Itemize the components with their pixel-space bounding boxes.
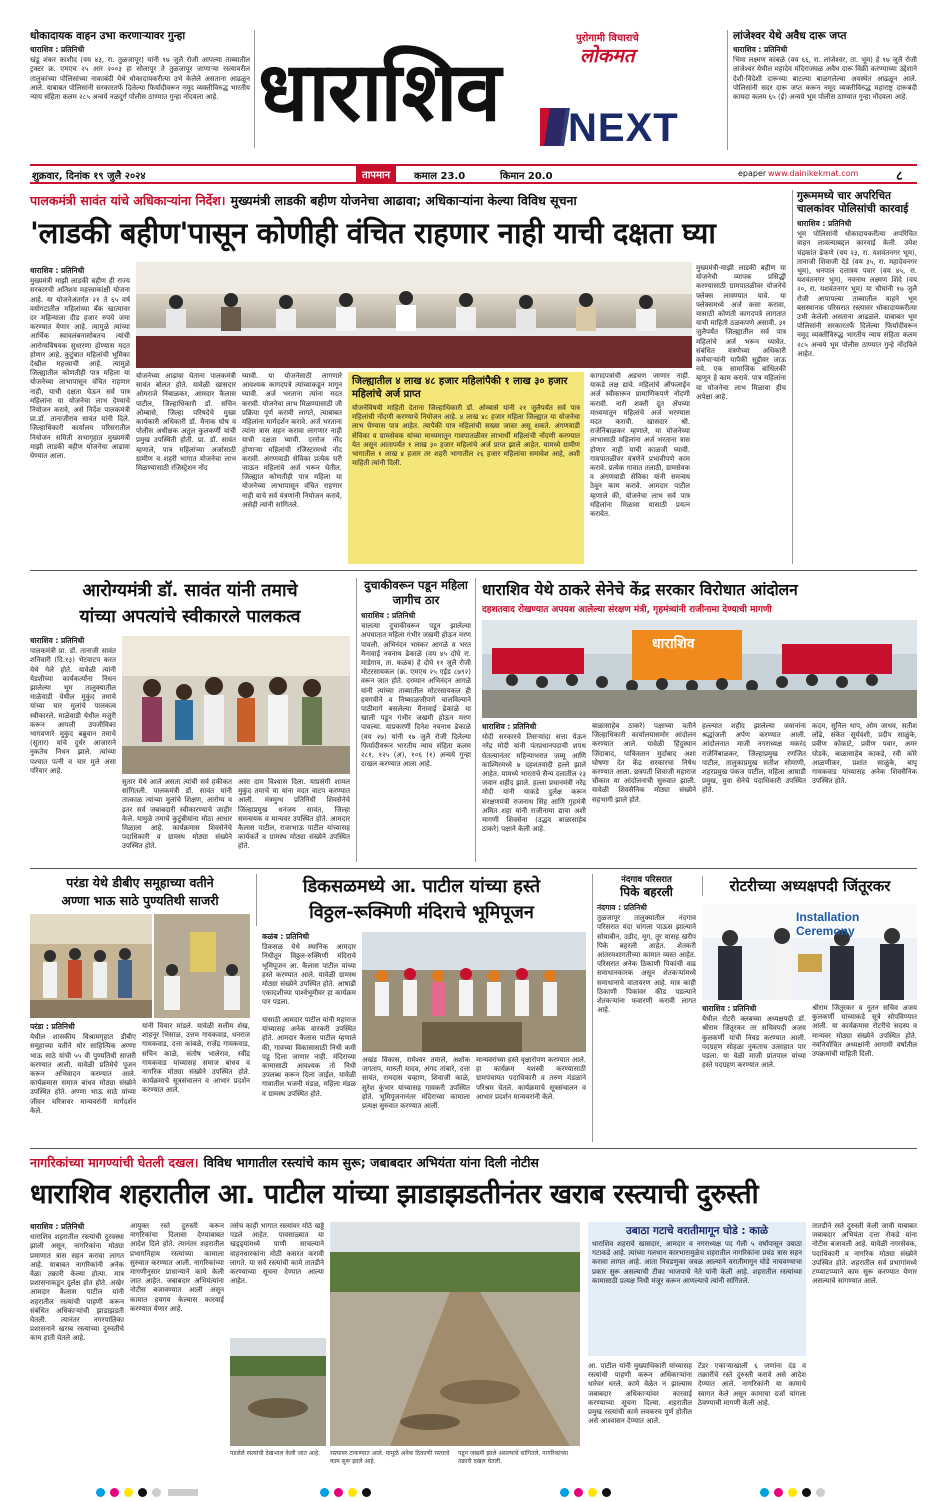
diksal-col4: मान्यवरांच्या हस्ते वृक्षारोपण करण्यात आले. हा कार्यक्रम यशस्वी करण्यासाठी ग्रामपंचायत पदाधिकारी व तरुण मंडळाने परिश्रम घेतले. कार्यक्रमाचे सूत्रसंचालन व आभार प्रदर्शन मान्यवरांनी केले. bbox=[476, 1056, 586, 1101]
bottom-col8: तातडीने रस्ते दुरुस्ती केली जावी याबाबत जबाबदार अभियंता दत्ता रोकडे यांना नोटीस बजावली आहे. यावेळी नगरसेवक, पदाधिकारी व नागरिक मोठ्या संख्येने उपस्थित होते. शहरातील सर्व प्रभागांमध्ये टप्प्याटप्प्याने काम सुरू करण्यात येणार असल्याचे सांगण्यात आले. bbox=[812, 1222, 917, 1286]
nandgaon-story bbox=[592, 874, 696, 1142]
ear-right bbox=[727, 30, 917, 150]
lead-col1: धाराशिव : प्रतिनिधी मुख्यमंत्री माझी लाडकी बहीण ही राज्य सरकारची अतिशय महत्त्वाकांक्षी योजना आहे. या योजनेअंतर्गत २१ ते ६५ वर्ष वयोगटातील महिलांच्या बँक खात्यावर दर महिन्याला दीड हजार रुपये जमा करण्यात येणार आहे. त्यामुळे त्यांच्या आर्थिक स्वावलंबनासोबतच त्यांची आरोग्यविषयक सुधारणा होण्यास मदत होणार आहे. कुटुंबात महिलांची भूमिका देखील महत्त्वाची आहे. त्यामुळे जिल्ह्यातील कोणतीही पात्र महिला या योजनेच्या लाभापासून वंचित राहणार नाही, याची दक्षता घेऊन सर्व पात्र महिलांना या योजनेचा लाभ देण्याचे नियोजन करावे, असे निर्देश पालकमंत्री प्रा.डॉ. तानाजीराव सावंत यांनी दिले. जिल्हाधिकारी कार्यालय परिसरातील नियोजन समिती सभागृहात मुख्यमंत्री माझी लाडकी बहीण योजनेचा आढावा घेण्यात आला. bbox=[30, 266, 130, 461]
lead-col5: कागदपत्रांची अडचण जाणार नाही. याकडे लक्ष द्यावे. महिलांचे ऑफलाईन अर्ज स्वीकारून प्रामाणिकपणे नोंदणी करावी. नारी शक्ती दूत ॲपच्या माध्यमातून महिलांचे अर्ज भरण्यास मदत करावी. खासदार श्री. राजेनिंबाळकर म्हणाले, या योजनेच्या लाभासाठी महिलांना अर्ज भरताना त्रास होणार नाही याची काळजी घ्यावी. गावपातळीवर यंत्रणेने प्रभावीपणे काम करावे. प्रत्येक गावात तलाठी, ग्रामसेवक व अंगणवाडी सेविका यांनी समन्वय ठेवून काम करावे. आमदार पाटील म्हणाले की, योजनेचा लाभ सर्व पात्र महिलांना मिळावा यासाठी प्रयत्न करावेत. bbox=[590, 372, 690, 519]
bottom-highlight-body: धाराशिव शहराचे खासदार, आमदार व नगराध्यक्ष पद गेली ५ वर्षांपासून उबाठा गटाकडे आहे. त्यांच्या गलथान कारभारामुळेच शहरातील नागरिकांना प्रचंड त्रास सहन करावा लागत आहे. आता निवडणुका जवळ आल्याने वरातीमागून घोडे नाचवण्याचा प्रकार सुरू असल्याची टीका भाजपाचे नेते यांनी केली आहे. शहरातील रस्त्यांच्या कामासाठी प्रत्यक्ष निधी मंजूर करून आणल्याचे त्यांनी सांगितले. bbox=[592, 1240, 802, 1285]
issue-date: शुक्रवार, दिनांक १९ जुलै २०२४ bbox=[32, 171, 146, 182]
sidebar-title: गुरूममध्ये चार अपरिचित चालकांवर पोलिसांची कारवाई bbox=[797, 190, 909, 215]
nandgaon-kicker: नंदगाव परिसरात bbox=[621, 875, 672, 885]
bottom-highlight-title: उबाठा गटाचे वरातीमागून घोडे : काळे bbox=[626, 1225, 768, 1237]
masthead bbox=[258, 28, 722, 156]
divider bbox=[30, 1148, 917, 1149]
sidebar-body: धाराशिव : प्रतिनिधी भूम पोलिसांनी धोकादायकरीत्या अपरिचित वाहन लावल्याबद्दल कारवाई केली. उमेश चंद्रकांत ढेकणे (वय २३, रा. यशवंतनगर भूम), तानाजी शिवाजी देडे (वय ३५, रा. महादेवनगर भूम), धनपाल दत्तात्रय पवार (वय ४५, रा. यशवंतनगर भूम), नवनाथ लक्ष्मण शिंदे (वय २०, रा. यशवंतनगर भूम) या चौघांनी १७ जुलै रोजी आपापल्या ताब्यातील वाहने भूम बसस्थानक परिसरात रस्त्यावर धोकादायकरीत्या उभी केलेली असताना आढळले. याबाबत भूम पोलिसांनी सरकारतर्फे दिलेल्या फिर्यादीवरून नमूद व्यक्तींविरुद्ध भारतीय न्याय संहिता कलम २८५ अन्वये भूम पोलीस ठाण्यात गुन्हे नोंदविले आहेत. bbox=[797, 219, 917, 358]
ear-left-title: धोकादायक वाहन उभा करणाऱ्यावर गुन्हा bbox=[30, 30, 186, 42]
bottom-highlight-box bbox=[588, 1222, 806, 1356]
protest-photo bbox=[482, 620, 917, 718]
bottom-kicker bbox=[30, 1152, 917, 1172]
road-photo-1 bbox=[330, 1222, 580, 1446]
masthead-tagline: पुरोगामी विचाराचे bbox=[576, 33, 639, 44]
diksal-photo bbox=[362, 932, 586, 1052]
masthead-brand: लोकमत bbox=[580, 45, 635, 67]
bottom-col3: तसेच काही भागात रस्त्यांवर मोठे खड्डे पडले आहेत. पावसाळ्यात या खड्ड्यांमध्ये पाणी साचल्याने वाहनधारकांना मोठी कसरत करावी लागते. या सर्व रस्त्यांची कामे तातडीने करण्याच्या सूचना देण्यात आल्या आहेत. bbox=[230, 1222, 324, 1286]
story-adoption-col1: धाराशिव : प्रतिनिधी पालकमंत्री प्रा. डॉ. तानाजी सावंत शनिवारी (दि.१३) भेटवाटप करत येथे गेले होते. यावेळी त्यांनी येडशीच्या कार्यकर्त्यांना निधन झालेल्या भूम तालुक्यातील माळेवाडी येथील मुकुंद तमाचे यांच्या चार मुलांचे पालकत्व स्वीकारले. माळेवाडी येथील मजुरी करून आपली उपजीविका भागवणारे मुकुंद बब्रुवान तमाचे (सुतार) यांचे दुर्धर आजाराने नुकतेच निधन झाले. त्यांच्या पश्चात पत्नी व चार मुले असा परिवार आहे. bbox=[30, 636, 116, 775]
lead-highlight-body: योजनेविषयी माहिती देताना जिल्हाधिकारी डॉ. ओम्बासे यांनी २१ जुलैपर्यंत सर्व पात्र महिलांची नोंदणी करण्याचे नियोजन आहे. ४ लाख ४८ हजार महिला जिल्ह्यात या योजनेचा लाभ घेण्यास पात्र आहेत. त्यापैकी पात्र महिलांची सख्या जास्त असू शकते. अंगणवाडी सेविका व ग्रामसेवक यांच्या माध्यमातून गावपातळीवर लाभार्थी महिलांची नोंदणी करण्यात येत असून आतापर्यंत १ लाख ३० हजार महिलांचे अर्ज प्राप्त झाले आहेत. यामध्ये ग्रामीण भागातील १ लाख ४ हजार तर शहरी भागातील २६ हजार महिलांचा समावेश आहे, अशी माहिती त्यांनी दिली. bbox=[352, 404, 580, 468]
paranda-title: परंडा येथे डीबीए समूहाच्या वतीने अण्णा भाऊ साठे पुण्यतिथी साजरी bbox=[61, 875, 219, 908]
lead-kicker-red: पालकमंत्री सावंत यांचे अधिकाऱ्यांना निर्देश। bbox=[30, 193, 226, 208]
bottom-col6: आ. पाटील यांनी मुख्याधिकारी यांच्यासह रस्त्यांची पाहणी करून अधिकाऱ्यांना धारेवर धरले. कामे वेळेत न झाल्यास जबाबदार अधिकाऱ्यांवर कारवाई करण्याच्या सूचना दिल्या. शहरातील प्रमुख रस्त्यांची कामे लवकरच पूर्ण होतील असे आश्वासन देण्यात आले. bbox=[588, 1362, 692, 1426]
rotary-banner: Installation Ceremony bbox=[796, 910, 860, 938]
paranda-col2: यांनी विचार मांडले. यावेळी सलीम शेख, शाहनूर भिसाळ, उत्तम गायकवाड, धनराज गायकवाड, दत्ता कांबळे, राजेंद्र गायकवाड, सचिन काळे, संतोष भालेराव, रवींद्र गायकवाड यांच्यासह समाज बांधव व नागरिक मोठ्या संख्येने उपस्थित होते. कार्यक्रमाचे सूत्रसंचालन व आभार प्रदर्शन करण्यात आले. bbox=[142, 1022, 250, 1095]
nandgaon-body: नंदगाव : प्रतिनिधी तुळजापूर तालुक्यातील नंदगाव परिसरात यंदा चांगला पाऊस झाल्याने सोयाबीन, उडीद, मूग, तूर यासह खरीप पिके बहरली आहेत. शेतकरी आंतरमशागतीच्या कामात व्यस्त आहेत. परिसरात अनेक ठिकाणी पिकांची वाढ समाधानकारक असून शेतकऱ्यांमध्ये समाधानाचे वातावरण आहे. मात्र काही ठिकाणी पिकांवर कीड पडल्याने शेतकऱ्यांना फवारणी करावी लागत आहे. bbox=[597, 903, 696, 1015]
adoption-photo bbox=[122, 636, 350, 774]
paranda-photo-2 bbox=[154, 914, 250, 1018]
bottom-col2: आयुक्त रस्ते दुरुस्ती करून नागरिकांचा दिलासा देण्याबाबत आदेश दिले होते. त्यानंतर शहरातील प्रभागनिहाय रस्त्यांच्या कामाला सुरुवात करण्यात आली. नागरिकांच्या मागणीनुसार प्राधान्याने कामे केली जात आहेत. जबाबदार अभियंत्यांना नोटीस बजावण्यात आली असून कामात हयगय केल्यास कारवाई करण्यात येणार आहे. bbox=[130, 1222, 224, 1313]
bottom-headline: धाराशिव शहरातील आ. पाटील यांच्या झाडाझडतीनंतर खराब रस्त्याची दुरुस्ती bbox=[30, 1179, 759, 1210]
divider bbox=[30, 570, 917, 571]
bottom-kicker-red: नागरिकांच्या मागण्यांची घेतली दखल। bbox=[30, 1155, 199, 1170]
date-bar bbox=[30, 164, 917, 184]
protest-col4: कदम, सुनिल थाप, ओम जाधव, सतीश लोंढे, संकेत सूर्यवंशी, प्रदीप साळुंके, प्रवीण कोकाटे, प्रवीण पवार, अमर घोडके, बाळासाहेब काकडे, रवी कोरे आळणीकर, प्रशांत साळुंके, बापू गायकवाड यांच्यासह अनेक शिवसैनिक उपस्थित होते. bbox=[812, 722, 917, 786]
road-caption-3: पडून जखमी झाले असल्याचे सांगितले. नागरिकांच्या तक्रारी दखल घेतली. bbox=[458, 1450, 569, 1465]
lead-highlight-title: जिल्ह्यातील ४ लाख ४८ हजार महिलांपैकी १ लाख ३० हजार महिलांचे अर्ज प्राप्त bbox=[352, 376, 568, 400]
page-number: ८ bbox=[896, 169, 903, 184]
protest-col1: धाराशिव : प्रतिनिधी मोदी सरकारचे तिसऱ्यांदा सत्ता येऊन नरेंद्र मोदी यांनी पंतप्रधानपदाची शपथ घेतल्यानंतर महिन्याभरात जम्मू आणि काश्मिरमध्ये ७ दहशतवादी हल्ले झाले आहेत. यामध्ये भारताचे सैन्य दलातील २३ जवान शहीद झाले. हल्ला प्रधानमंत्री नरेंद्र मोदी यांनी याकडे दुर्लक्ष करून संरक्षणमंत्री राजनाथ सिंह आणि गृहमंत्री अमित शहा यांनी राजीनामा द्यावा अशी मागणी शिवसेना (उद्धव बाळासाहेब ठाकरे) पक्षाने केली आहे. bbox=[482, 722, 586, 834]
accident-body: धाराशिव : प्रतिनिधी चालत्या दुचाकीवरून पडून झालेल्या अपघातात महिला गंभीर जखमी होऊन मरण पावली. अभिनंदन भास्कर आगळे व भरत मैनावाई नवनाथ ढेकाळे (वय ४५ दोघे रा. माडेगाव, ता. कळंब) हे दोघे ११ जुलै रोजी मोटरसायकल (क्र. एमएच २५ एईड ८७९२) वरून जात होते. दरम्यान अभिनंदन आगळे यांनी त्यांच्या ताब्यातील मोटरसायकल ही हयगयीने व निष्काळजीपणे चालविल्याने पाठीमागे बसलेल्या मैनावाई ढेकाळे या खाली पडून गंभीर जखमी होऊन मरण पावल्या. याप्रकरणी दिनेश नवनाथ ढेकाळे (वय २७) यांनी १७ जुलै रोजी दिलेल्या फिर्यादीवरून भारतीय न्याय संहिता कलम २८१, १२५ (अ), १०६ (१) अन्वये गुन्हा दाखल करण्यात आला आहे. bbox=[361, 611, 471, 769]
road-caption-1: पडलेले रस्त्यांची देखभाल केली जात आहे. bbox=[230, 1450, 321, 1457]
story-adoption-col3: असा दाम विश्वास दिला. याप्रसंगी शामल मुकुंद तमाचे या यांना मदत वाटप करण्यात आली. मंत्रमुग्ध प्रतिनिधी शिवसेनेचे जिल्हाप्रमुख धनंजय सावंत, जिल्हा समन्वयक व मान्यवर उपस्थित होते. आमदार कैलास पाटील, राजाभाऊ पाटील यांच्यासह कार्यकर्ते व ग्रामस्थ मोठ्या संख्येने उपस्थित होते. bbox=[238, 778, 350, 851]
protest-col3: हल्ल्यात शहीद झालेल्या जवानांना श्रद्धांजली अर्पण करण्यात आली. आंदोलनात माजी नगराध्यक्ष मकरंद राजेनिंबाळकर, जिल्हाप्रमुख रणजित पाटील, तालुकाप्रमुख सतीश सोमाणी, शहरप्रमुख पंकज पाटील, महिला आघाडी प्रमुख, युवा सेनेचे पदाधिकारी उपस्थित होते. bbox=[702, 722, 806, 795]
bottom-col7: टेंडर एकाऱ्याखाली ६ जणांना दंड व तक्रारींचे रस्ते दुरुस्ती करावे असे आदेश देण्यात आले. नागरिकांनी या कामाचे स्वागत केले असून कामाचा दर्जा चांगला ठेवण्याची मागणी केली आहे. bbox=[698, 1362, 806, 1407]
protest-banner-text: धाराशिव bbox=[652, 636, 695, 652]
meeting-photo bbox=[136, 262, 692, 368]
diksal-col2: यासाठी आमदार पाटील यांनी महाराज यांच्यासह अनेक वारकरी उपस्थित होते. आमदार कैलास पाटील म्हणाले की, गावच्या विकासासाठी निधी कमी पडू दिला जाणार नाही. मंदिराच्या कामासाठी आवश्यक तो निधी उपलब्ध करून दिला जाईल. यावेळी गावातील भजनी मंडळ, महिला मंडळ व ग्रामस्थ उपस्थित होते. bbox=[262, 1016, 356, 1098]
rotary-photo bbox=[702, 904, 917, 1000]
lead-col6: मुख्यमंत्री-माझी लाडकी बहीण या योजनेची व्यापक प्रसिद्धी करण्यासाठी ग्रामपातळीवर योजनेचे फ्लेक्स लावण्यात यावे. या फ्लेक्समध्ये अर्ज कसा करावा, यासाठी कोणती कागदपत्रे लागतात याची माहिती ठळकपणे असावी. ३१ जुलैपर्यंत जिल्ह्यातील सर्व पात्र महिलांचे अर्ज भरून घ्यावेत. संबंधित यंत्रणेच्या अधिकारी कर्मचाऱ्यांनी यापैकी सुट्टीवर जाऊ नये. एक सामाजिक बांधिलकी म्हणून हे काम करावे. पात्र महिलांना या योजनेचा लाभ मिळावा हीच अपेक्षा आहे. bbox=[696, 264, 786, 401]
story-accident bbox=[356, 578, 476, 862]
temp-min: किमान 20.0 bbox=[500, 171, 553, 182]
ear-left bbox=[30, 30, 255, 148]
accident-title: दुचाकीवरून पडून महिला जागीच ठार bbox=[364, 578, 468, 607]
protest-subtitle: दहशतवाद रोखण्यात अपयश आलेल्या संरक्षण मंत्री, गृहमंत्र्यांनी राजीनामा देण्याची मागणी bbox=[482, 605, 772, 615]
diksal-title: डिकसळमध्ये आ. पाटील यांच्या हस्ते विठ्ठल-रूक्मिणी मंदिराचे भूमिपूजन bbox=[256, 874, 586, 926]
sidebar-story bbox=[792, 190, 917, 564]
divider bbox=[30, 868, 917, 869]
diksal-col1: कळंब : प्रतिनिधी डिकसळ येथे स्थानिक आमदार निधीतून विठ्ठल-रुक्मिणी मंदिराचे भूमिपूजन आ. कैलास पाटील यांच्या हस्ते करण्यात आले. यावेळी ग्रामस्थ मोठ्या संख्येने उपस्थित होते. आषाढी एकादशीच्या पार्श्वभूमीवर हा कार्यक्रम पार पडला. bbox=[262, 932, 356, 1007]
masthead-title: धाराशिव bbox=[258, 45, 500, 140]
ear-right-title: लांजेश्वर येथे अवैध दारू जप्त bbox=[733, 30, 847, 42]
diksal-col3: अखंड विकास, रामेश्वर तमाले, अशोक जगताप, मारुती यादव, अंगद तांबारे, दत्ता सावंत, रामदास चव्हाण, शिवाजी काळे, सुरेश कुंभार यांच्यासह गावकरी उपस्थित होते. भूमिपूजनानंतर मंदिराच्या कामाला प्रत्यक्ष सुरुवात करण्यात आली. bbox=[362, 1056, 470, 1111]
rotary-title: रोटरीच्या अध्यक्षपदी जिंतूरकर bbox=[702, 876, 917, 896]
rotary-col2: श्रीराम जिंतूरकर व नूतन सचिव अजय कुलकर्णी यांच्याकडे सूत्रे सोपविण्यात आली. या कार्यक्रमास रोटरीचे सदस्य व मान्यवर मोठ्या संख्येने उपस्थित होते. नवनिर्वाचित अध्यक्षांनी आगामी वर्षातील उपक्रमांची माहिती दिली. bbox=[812, 1004, 917, 1059]
bottom-col1: धाराशिव : प्रतिनिधी धाराशिव शहरातील रस्त्यांची दुरवस्था झाली असून, नागरिकांना मोठ्या प्रमाणात त्रास सहन करावा लागत आहे. याबाबत नागरिकांनी अनेक वेळा तक्रारी केल्या होत्या. मात्र प्रशासनाकडून दुर्लक्ष होत होते. अखेर आमदार कैलास पाटील यांनी शहरातील रस्त्यांची पाहणी करून संबंधित अधिकाऱ्यांची झाडाझडती घेतली. त्यानंतर नगरपालिका प्रशासनाने खराब रस्त्यांच्या दुरुस्तीचे काम हाती घेतले आहे. bbox=[30, 1222, 124, 1343]
story-adoption-col2: सुतार येथे आले असता त्यांची सर्व हकीकत सांगितली. पालकमंत्री डॉ. सावंत यांनी तात्काळ त्यांच्या मुलांचे शिक्षण, आरोग्य व इतर सर्व जबाबदारी स्वीकारण्याचे जाहीर केले. यामुळे तमाचे कुटुंबीयांना मोठा आधार मिळाला आहे. कार्यक्रमास शिवसेनेचे पदाधिकारी व ग्रामस्थ मोठ्या संख्येने उपस्थित होते. bbox=[122, 778, 232, 851]
temp-max: कमाल 23.0 bbox=[414, 171, 466, 182]
road-photo-2 bbox=[230, 1338, 326, 1446]
story-adoption-title: आरोग्यमंत्री डॉ. सावंत यांनी तमाचे यांच्या अपत्यांचे स्वीकारले पालकत्व bbox=[79, 581, 301, 627]
temp-label: तापमान bbox=[356, 165, 396, 183]
masthead-next-logo: NEXT bbox=[540, 102, 718, 152]
ear-right-body: धाराशिव : प्रतिनिधी भिमा लक्ष्मण कांबळे (वय ६६, रा. लांजेश्वर, ता. भूम) हे १७ जुलै रोजी लांजेश्वर येथील महादेव मंदिराजवळ अवैध दारू विक्री करण्याच्या उद्देशाने देशी-विदेशी दारूच्या बाटल्या बाळगलेल्या अवस्थेत आढळून आले. पोलिसांनी सदर दारू जप्त करून नमूद व्यक्तीविरुद्ध महाराष्ट्र दारूबंदी कायदा कलम ६५ (ई) अन्वये भूम पोलीस ठाण्यात गुन्हा नोंदवला आहे. bbox=[733, 45, 917, 102]
paranda-col1: परंडा : प्रतिनिधी येथील शासकीय विश्रामगृहात डीबीए समूहाच्या वतीने थोर साहित्यिक अण्णा भाऊ साठे यांची ५५ वी पुण्यतिथी साजरी करण्यात आली. यावेळी प्रतिमेचे पूजन करून अभिवादन करण्यात आले. कार्यक्रमास समाज बांधव मोठ्या संख्येने उपस्थित होते. अण्णा भाऊ साठे यांच्या जीवन चरित्रावर मान्यवरांनी मार्गदर्शन केले. bbox=[30, 1022, 136, 1115]
lead-highlight-box bbox=[348, 372, 584, 564]
lead-col2: योजनेच्या आढावा घेताना पालकमंत्री सावंत बोलत होते. यावेळी खासदार ओमराजे निंबाळकर, आमदार कैलास पाटील, जिल्हाधिकारी डॉ. सचिन ओम्बासे, जिल्हा परिषदेचे मुख्य कार्यकारी अधिकारी डॉ. मैनाक घोष व पोलीस अधीक्षक अतुल कुलकर्णी यांची प्रमुख उपस्थिती होती. प्रा. डॉ. सावंत म्हणाले, पात्र महिलांच्या अर्जासाठी ग्रामीण व शहरी भागात योजनेचा लाभ मिळण्यासाठी रजिस्ट्रेशन नोंद bbox=[136, 372, 236, 473]
nandgaon-title: पिके बहरली bbox=[620, 885, 673, 899]
road-caption-2: रस्त्यावर टाकण्यात आले. यामुळे अनेक ठिकाणी रस्त्याचे काम सुरू झाले आहे. bbox=[330, 1450, 450, 1465]
lead-kicker bbox=[30, 190, 774, 208]
rotary-col1: धाराशिव : प्रतिनिधी येथील रोटरी क्लबच्या अध्यक्षपदी डॉ. श्रीराम जिंतूरकर तर सचिवपदी अजय कुलकर्णी यांची निवड करण्यात आली. पदग्रहण सोहळा नुकताच उत्साहात पार पडला. या वेळी माजी प्रांतपाल यांच्या हस्ते पदग्रहण करण्यात आले. bbox=[702, 1004, 806, 1070]
protest-col2: बाळासाहेब ठाकरे) पक्षाच्या वतीने जिल्हाधिकारी कार्यालयासमोर आंदोलन करण्यात आले. यावेळी हिंदुस्थान जिंदाबाद, पाकिस्तान मुर्दाबाद अशा घोषणा देत केंद्र सरकारचा निषेध करण्यात आला. छत्रपती शिवाजी महाराज चौकात या आंदोलनाची सुरुवात झाली. यावेळी शिवसैनिक मोठ्या संख्येने सहभागी झाले होते. bbox=[592, 722, 696, 804]
paranda-photo bbox=[30, 914, 152, 1018]
lead-col3: घ्यावी. या योजनेसाठी लागणारे आवश्यक कागदपत्रे त्यांच्याकडून मागून घ्यावी. अर्ज भरताना त्यांना मदत करावी. योजनेचा लाभ मिळण्यासाठी जी प्रक्रिया पूर्ण करावी लागते, त्याबाबत महिलांना मार्गदर्शन करावे. अर्ज भरताना त्यांना त्रास सहन करावा लागणार नाही याची दक्षता घ्यावी. दररोज नोंद होणाऱ्या महिलांची रजिस्टरमध्ये नोंद करावी. अंगणवाडी सेविका प्रत्येक घरी जाऊन महिलांचे अर्ज भरून घेतील. जिल्ह्यात कोणतीही पात्र महिला या योजनेच्या लाभापासून वंचित राहणार नाही याचे सर्व यंत्रणांनी नियोजन करावे, असेही त्यांनी सांगितले. bbox=[242, 372, 342, 509]
lead-headline: 'लाडकी बहीण'पासून कोणीही वंचित राहणार नाही याची दक्षता घ्या bbox=[30, 216, 716, 250]
epaper-label: epaper bbox=[738, 169, 767, 178]
protest-title: धाराशिव येथे ठाकरे सेनेचे केंद्र सरकार विरोधात आंदोलन bbox=[482, 581, 798, 599]
website-link[interactable]: www.dainikekmat.com bbox=[768, 169, 859, 178]
lead-kicker-black: मुख्यमंत्री लाडकी बहीण योजनेचा आढावा; अधिकाऱ्यांना केल्या विविध सूचना bbox=[230, 193, 577, 208]
bottom-kicker-black: विविध भागातील रस्त्यांचे काम सुरू; जबाबदार अभियंता यांना दिली नोटीस bbox=[203, 1155, 539, 1170]
ear-left-body: धाराशिव : प्रतिनिधी खंडू शंकर काशीद (वय ४३, रा. तुळजापूर) यांनी १७ जुलै रोजी आपल्या ताब्यातील ट्रक्टर क्र. एमएच २५ आर २००३ हा सोलापूर ते तुळजापूर जाणाऱ्या रस्त्यावरील तालुकांच्या पोलिसांच्या नाकाबंदी येथे धोकादायकरीत्या उभे केलेले असताना आढळून आले. याबाबत पोलिसांनी सरकारतर्फे दिलेल्या फिर्यादीवरून नमूद व्यक्तीविरुद्ध भारतीय न्याय संहिता कलम २८५ अन्वये नळदुर्ग पोलीस ठाण्यात गुन्हा नोंदवला आहे. bbox=[30, 45, 250, 102]
